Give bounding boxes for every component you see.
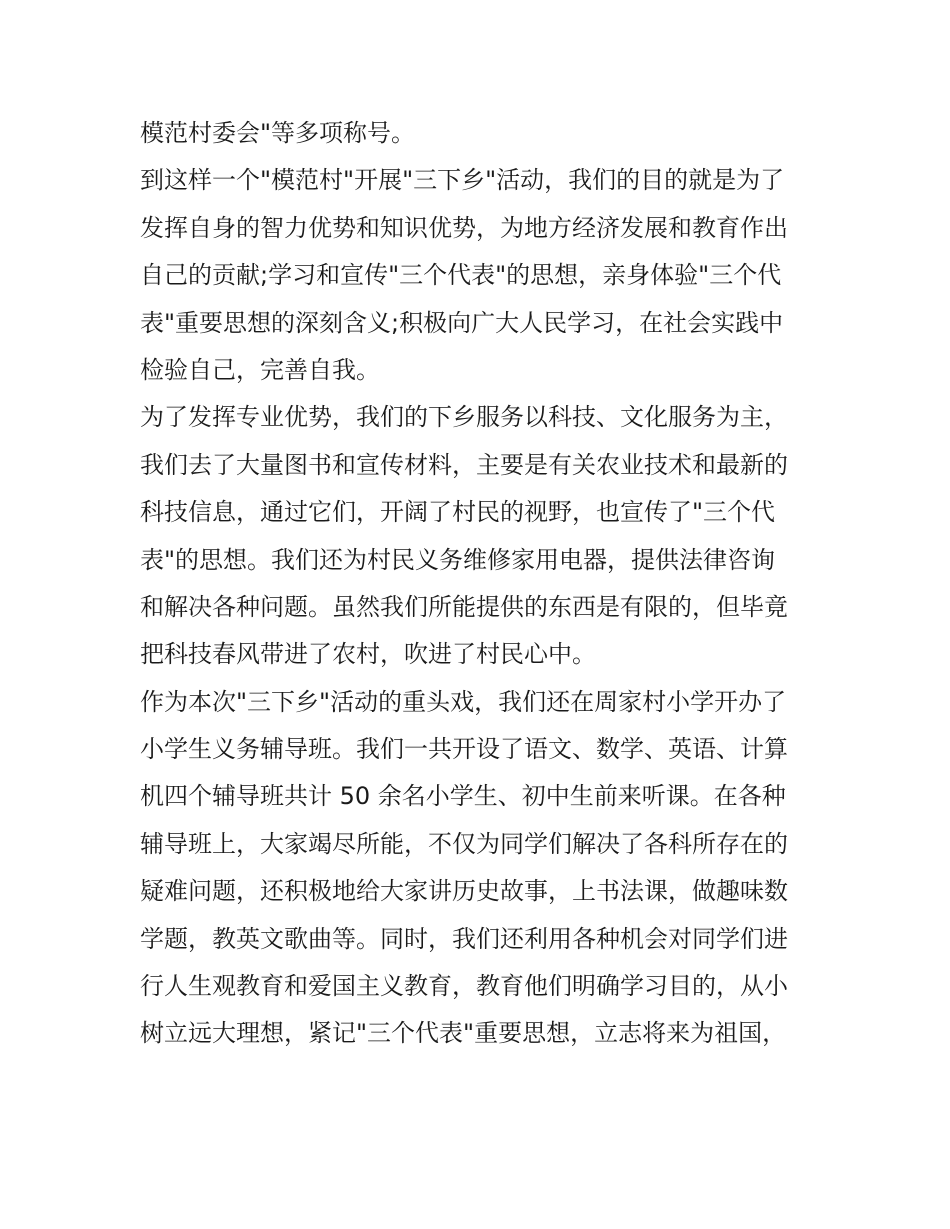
- text-line: 为了发挥专业优势，我们的下乡服务以科技、文化服务为主，: [140, 403, 788, 432]
- text-line: 学题，教英文歌曲等。同时，我们还利用各种机会对同学们进: [140, 924, 788, 953]
- text-line: 行人生观教育和爱国主义教育，教育他们明确学习目的，从小: [140, 972, 788, 1001]
- text-line: 机四个辅导班共计 50 余名小学生、初中生前来听课。在各种: [140, 782, 786, 811]
- body-text: [140, 110, 820, 1058]
- text-line: 疑难问题，还积极地给大家讲历史故事，上书法课，做趣味数: [140, 877, 788, 906]
- text-line: 自己的贡献;学习和宣传"三个代表"的思想，亲身体验"三个代: [140, 261, 782, 290]
- text-line: 表"的思想。我们还为村民义务维修家用电器，提供法律咨询: [140, 545, 776, 574]
- text-line: 科技信息，通过它们，开阔了村民的视野，也宣传了"三个代: [140, 498, 776, 527]
- text-line: 表"重要思想的深刻含义;积极向广大人民学习，在社会实践中: [140, 308, 784, 337]
- text-line: 到这样一个"模范村"开展"三下乡"活动，我们的目的就是为了: [140, 166, 785, 195]
- text-line: 作为本次"三下乡"活动的重头戏，我们还在周家村小学开办了: [140, 687, 787, 716]
- text-line: 检验自己，完善自我。: [140, 355, 380, 384]
- text-line: 辅导班上，大家竭尽所能，不仅为同学们解决了各科所存在的: [140, 829, 788, 858]
- text-line: 我们去了大量图书和宣传材料，主要是有关农业技术和最新的: [140, 450, 788, 479]
- text-line: 把科技春风带进了农村，吹进了村民心中。: [140, 640, 596, 669]
- text-line: 模范村委会"等多项称号。: [140, 119, 416, 147]
- text-line: 树立远大理想，紧记"三个代表"重要思想，立志将来为祖国，: [140, 1019, 787, 1048]
- text-line: 发挥自身的智力优势和知识优势，为地方经济发展和教育作出: [140, 213, 788, 242]
- text-line: 小学生义务辅导班。我们一共开设了语文、数学、英语、计算: [140, 735, 788, 764]
- text-line: 和解决各种问题。虽然我们所能提供的东西是有限的，但毕竟: [140, 592, 788, 621]
